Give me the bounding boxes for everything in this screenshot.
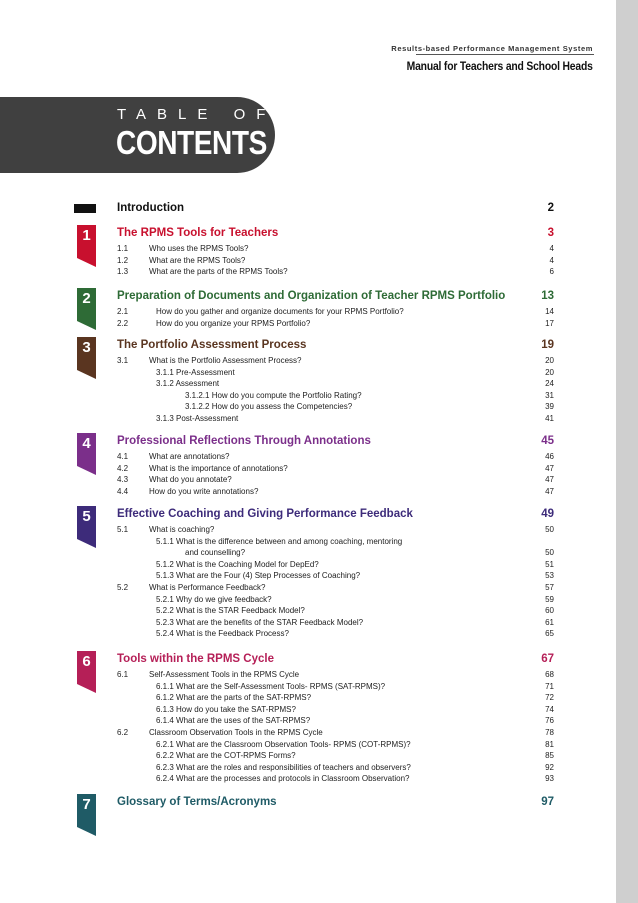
- toc-entry[interactable]: [117, 559, 554, 571]
- section-page: 67: [541, 653, 554, 665]
- toc-entry[interactable]: [117, 692, 554, 704]
- section-title: Tools within the RPMS Cycle: [117, 653, 274, 665]
- section-title: Preparation of Documents and Organization of Teacher RPMS Portfolio: [117, 290, 506, 302]
- entry-label: 5.1.3 What are the Four (4) Step Processes of Coaching?: [156, 571, 361, 581]
- entry-label: 5.1.1 What is the difference between and among coaching, mentoring: [156, 536, 403, 546]
- toc-entry[interactable]: [117, 750, 554, 762]
- entry-label: 3.1.1 Pre-Assessment: [156, 367, 235, 377]
- entry-number: 3.1: [117, 356, 129, 365]
- entry-number: 5.2: [117, 582, 129, 592]
- section-title: Effective Coaching and Giving Performance Feedback: [117, 508, 413, 520]
- toc-entry[interactable]: [117, 739, 554, 751]
- section-tab-number: 1: [82, 227, 91, 244]
- entry-label: 3.1.3 Post-Assessment: [156, 413, 239, 423]
- toc-entry[interactable]: [117, 669, 554, 681]
- entry-label: 5.2.4 What is the Feedback Process?: [156, 629, 289, 639]
- section-page: 45: [541, 435, 554, 447]
- entry-label: Classroom Observation Tools in the RPMS Cycle: [149, 727, 323, 737]
- section-heading[interactable]: [117, 339, 554, 355]
- section-page: 97: [541, 796, 554, 808]
- toc-entry[interactable]: [117, 681, 554, 693]
- entry-page: 65: [545, 629, 554, 639]
- entry-number: 2.1: [117, 307, 129, 316]
- entry-page: 46: [545, 452, 554, 461]
- entry-page: 68: [545, 670, 554, 679]
- entry-label: What is the Portfolio Assessment Process?: [149, 356, 302, 365]
- entry-label: What are the RPMS Tools?: [149, 255, 246, 265]
- entry-label: What is the importance of annotations?: [149, 463, 288, 473]
- entry-page: 93: [545, 774, 554, 784]
- entry-number: 6.2: [117, 727, 129, 737]
- section-heading[interactable]: [117, 653, 554, 669]
- entry-page: 50: [545, 525, 554, 534]
- entry-label: 3.1.2 Assessment: [156, 379, 220, 389]
- entry-page: 47: [545, 463, 554, 473]
- entry-page: 14: [545, 307, 554, 316]
- toc-entry[interactable]: [117, 463, 554, 475]
- entry-label: What is coaching?: [149, 525, 215, 534]
- entry-number: 1.1: [117, 244, 129, 253]
- section-tab-1: [77, 225, 96, 267]
- entry-label: Who uses the RPMS Tools?: [149, 244, 249, 253]
- toc-entry[interactable]: [117, 355, 554, 367]
- toc-entry[interactable]: [117, 413, 554, 425]
- entry-number: 5.1: [117, 525, 129, 534]
- toc-entry[interactable]: [117, 266, 554, 278]
- entry-page: 47: [545, 475, 554, 485]
- section-page: 49: [541, 508, 554, 520]
- entry-page: 92: [545, 762, 554, 772]
- header-subtitle: Results-based Performance Management System: [391, 44, 593, 53]
- entry-page: 24: [545, 379, 554, 389]
- entry-page: 85: [545, 751, 554, 761]
- section-page: 13: [541, 290, 554, 302]
- entry-page: 53: [545, 571, 554, 581]
- toc-section-6: [117, 653, 554, 785]
- entry-page: 60: [545, 606, 554, 616]
- section-title: Professional Reflections Through Annotations: [117, 435, 371, 447]
- entry-label: How do you gather and organize documents for your RPMS Portfolio?: [156, 307, 404, 316]
- toc-entry[interactable]: [117, 628, 554, 640]
- section-tab-number: 5: [82, 508, 91, 525]
- toc-entry[interactable]: [117, 390, 554, 402]
- entry-page: 78: [545, 727, 554, 737]
- toc-entry[interactable]: [117, 486, 554, 498]
- section-page: 19: [541, 339, 554, 351]
- toc-entry[interactable]: [117, 255, 554, 267]
- toc-entry[interactable]: [117, 715, 554, 727]
- entry-page: 20: [545, 356, 554, 365]
- entry-label: What is Performance Feedback?: [149, 582, 266, 592]
- toc-entry[interactable]: [117, 570, 554, 582]
- toc-entry[interactable]: [117, 243, 554, 255]
- entry-number: 4.1: [117, 452, 129, 461]
- entry-number: 4.3: [117, 475, 129, 485]
- toc-entry[interactable]: [117, 594, 554, 606]
- intro-page: 2: [547, 202, 554, 214]
- section-tab-2: [77, 288, 96, 330]
- section-title: The RPMS Tools for Teachers: [117, 227, 279, 239]
- toc-entry[interactable]: [117, 605, 554, 617]
- entry-page: 39: [545, 402, 554, 412]
- section-tab-number: 7: [82, 796, 91, 813]
- toc-entry[interactable]: [117, 378, 554, 390]
- entry-page: 4: [549, 255, 554, 265]
- entry-page: 71: [545, 681, 554, 691]
- header-rule: [416, 54, 594, 55]
- section-tab-6: [77, 651, 96, 693]
- toc-section-7: [117, 796, 554, 812]
- entry-number: 2.2: [117, 318, 129, 328]
- entry-label: What are annotations?: [149, 452, 230, 461]
- section-tab-5: [77, 506, 96, 548]
- toc-entry[interactable]: [117, 582, 554, 594]
- toc-entry[interactable]: [117, 762, 554, 774]
- entry-page: 20: [545, 367, 554, 377]
- entry-page: 51: [545, 559, 554, 569]
- section-tab-7: [77, 794, 96, 836]
- entry-number: 4.4: [117, 486, 129, 496]
- toc-entry[interactable]: [117, 451, 554, 463]
- entry-page: 74: [545, 704, 554, 714]
- entry-page: 6: [549, 267, 554, 277]
- section-tab-4: [77, 433, 96, 475]
- entry-label: 6.1.2 What are the parts of the SAT-RPMS?: [156, 693, 312, 703]
- entry-label: What do you annotate?: [149, 475, 232, 485]
- toc-entry[interactable]: [117, 727, 554, 739]
- section-heading[interactable]: [117, 435, 554, 451]
- entry-label: 6.2.4 What are the processes and protocols in Classroom Observation?: [156, 774, 410, 784]
- entry-page: [534, 536, 554, 548]
- intro-title: Introduction: [117, 202, 185, 214]
- toc-intro[interactable]: [117, 202, 554, 218]
- toc-entry[interactable]: [117, 536, 554, 548]
- entry-label: 6.1.3 How do you take the SAT-RPMS?: [156, 704, 296, 714]
- entry-number: 4.2: [117, 463, 129, 473]
- entry-page: 81: [545, 739, 554, 749]
- entry-label: 6.1.4 What are the uses of the SAT-RPMS?: [156, 716, 311, 726]
- entry-page: 61: [545, 617, 554, 627]
- toc-entry[interactable]: [117, 367, 554, 379]
- entry-label: Self-Assessment Tools in the RPMS Cycle: [149, 670, 300, 679]
- toc-section-4: [117, 435, 554, 497]
- toc-section-1: [117, 227, 554, 278]
- entry-page: 17: [545, 318, 554, 328]
- entry-page: 47: [545, 486, 554, 496]
- entry-label: 3.1.2.1 How do you compute the Portfolio Rating?: [185, 390, 362, 400]
- entry-label: 5.2.1 Why do we give feedback?: [156, 594, 272, 604]
- entry-label: 6.2.2 What are the COT-RPMS Forms?: [156, 751, 296, 761]
- entry-page: 59: [545, 594, 554, 604]
- entry-number: 1.2: [117, 255, 129, 265]
- toc-title-line2: CONTENTS: [116, 124, 267, 161]
- toc-entry[interactable]: [117, 306, 554, 318]
- section-tab-3: [77, 337, 96, 379]
- toc-entry[interactable]: [117, 547, 554, 559]
- toc-entry[interactable]: [117, 617, 554, 629]
- entry-label: 5.1.2 What is the Coaching Model for DepEd?: [156, 559, 319, 569]
- entry-label: What are the parts of the RPMS Tools?: [149, 267, 288, 277]
- section-heading[interactable]: [117, 796, 554, 812]
- entry-number: 6.1: [117, 670, 129, 679]
- section-tab-number: 6: [82, 653, 91, 670]
- section-tab-number: 4: [82, 435, 91, 452]
- toc-section-2: [117, 290, 554, 329]
- entry-label: How do you write annotations?: [149, 486, 259, 496]
- header-title: Manual for Teachers and School Heads: [406, 61, 593, 73]
- section-tab-number: 3: [82, 339, 91, 356]
- entry-label: and counselling?: [185, 548, 246, 558]
- entry-label: 6.2.1 What are the Classroom Observation Tools- RPMS (COT-RPMS)?: [156, 739, 411, 749]
- entry-number: 1.3: [117, 267, 129, 277]
- section-heading[interactable]: [117, 227, 554, 243]
- entry-label: 5.2.2 What is the STAR Feedback Model?: [156, 606, 305, 616]
- toc-entry[interactable]: [117, 524, 554, 536]
- entry-label: 5.2.3 What are the benefits of the STAR Feedback Model?: [156, 617, 364, 627]
- toc-title-line1: TABLE OF: [117, 106, 277, 123]
- entry-page: 76: [545, 716, 554, 726]
- entry-page: 41: [545, 413, 554, 423]
- section-heading[interactable]: [117, 508, 554, 524]
- section-heading[interactable]: [117, 290, 554, 306]
- section-title: The Portfolio Assessment Process: [117, 339, 307, 351]
- toc-section-5: [117, 508, 554, 640]
- entry-label: 3.1.2.2 How do you assess the Competencies?: [185, 402, 353, 412]
- section-title: Glossary of Terms/Acronyms: [117, 796, 277, 808]
- toc-entry[interactable]: [117, 401, 554, 413]
- toc-entry[interactable]: [117, 318, 554, 330]
- intro-marker: [74, 204, 96, 213]
- toc-section-3: [117, 339, 554, 425]
- section-page: 3: [547, 227, 554, 239]
- toc-entry[interactable]: [117, 704, 554, 716]
- entry-page: 72: [545, 693, 554, 703]
- entry-label: 6.2.3 What are the roles and responsibilities of teachers and observers?: [156, 762, 411, 772]
- entry-page: 50: [545, 548, 554, 558]
- entry-page: 31: [545, 390, 554, 400]
- entry-label: How do you organize your RPMS Portfolio?: [156, 318, 311, 328]
- toc-entry[interactable]: [117, 773, 554, 785]
- toc-entry[interactable]: [117, 474, 554, 486]
- entry-page: 4: [549, 244, 554, 253]
- page-edge-strip: [616, 0, 638, 903]
- section-tab-number: 2: [82, 290, 91, 307]
- entry-page: 57: [545, 582, 554, 592]
- entry-label: 6.1.1 What are the Self-Assessment Tools- RPMS (SAT-RPMS)?: [156, 681, 386, 691]
